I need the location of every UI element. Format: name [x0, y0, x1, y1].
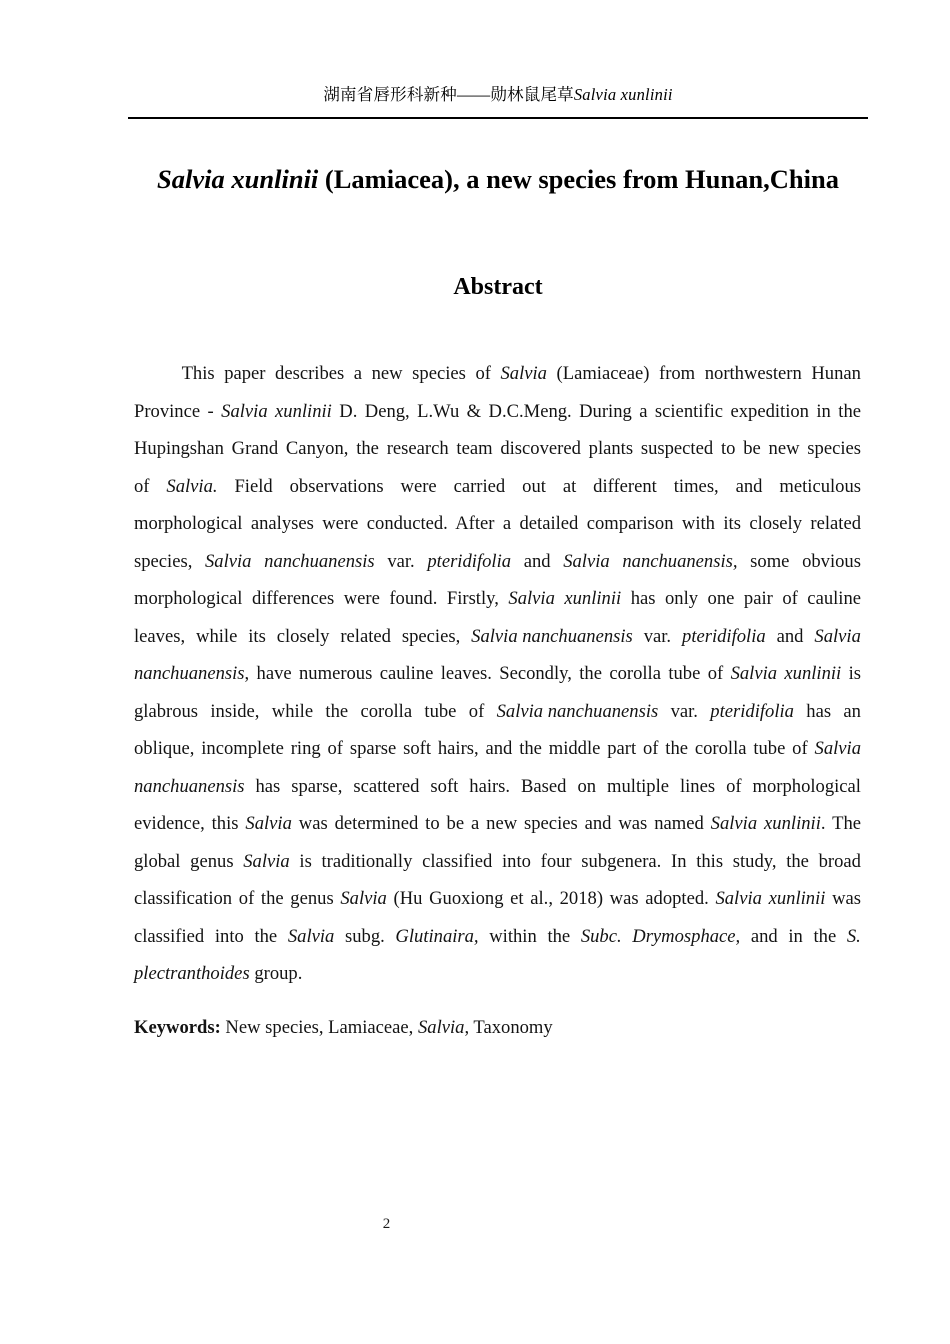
- abstract-token: Field: [234, 475, 273, 497]
- abstract-token: carried: [453, 475, 506, 497]
- abstract-token: sparse,: [291, 775, 343, 797]
- abstract-line: [134, 918, 861, 956]
- abstract-token: Hupingshan Grand Canyon, the research team discovered plants suspected to be new species: [134, 438, 861, 459]
- abstract-token: Salvia: [205, 550, 252, 572]
- running-header-species-name: Salvia xunlinii: [573, 85, 673, 104]
- abstract-token: the: [786, 850, 809, 872]
- abstract-line: [134, 505, 861, 543]
- abstract-token: of: [726, 775, 742, 797]
- keywords-line: [134, 1013, 861, 1043]
- abstract-token: traditionally: [321, 850, 413, 872]
- abstract-token: four: [540, 850, 572, 872]
- running-header-cjk-text: 湖南省唇形科新种——勋林鼠尾草: [323, 85, 574, 104]
- abstract-token: morphological differences were found. Firstly,: [134, 588, 509, 609]
- abstract-token: at: [562, 475, 577, 497]
- abstract-token: Province -: [134, 400, 222, 422]
- abstract-line-last: [134, 955, 861, 993]
- abstract-token: and: [523, 550, 551, 572]
- abstract-token: morphological: [752, 775, 861, 797]
- abstract-line: [134, 543, 861, 581]
- abstract-token: . The: [820, 813, 862, 834]
- keywords-italic-term: Salvia: [417, 1017, 465, 1038]
- abstract-token: has only one pair of cauline: [621, 588, 861, 609]
- abstract-token: Salvia nanchuanensis: [471, 625, 633, 647]
- abstract-token: broad: [818, 850, 861, 872]
- abstract-token: (Hu Guoxiong et al., 2018) was adopted.: [386, 888, 716, 909]
- abstract-token: inside,: [210, 700, 260, 722]
- abstract-token: while: [271, 700, 314, 722]
- abstract-token: Salvia: [243, 850, 290, 872]
- abstract-token: related: [340, 625, 391, 647]
- abstract-heading: Abstract: [453, 273, 543, 300]
- abstract-token: subg.: [344, 925, 385, 947]
- abstract-line: [134, 805, 861, 843]
- abstract-token: lines: [679, 775, 716, 797]
- abstract-token: S.: [846, 925, 861, 947]
- abstract-token: has: [806, 700, 832, 722]
- abstract-token: global: [134, 850, 181, 872]
- abstract-token: in: [788, 925, 803, 947]
- abstract-token: Salvia: [814, 738, 861, 759]
- abstract-token: group.: [249, 963, 303, 984]
- abstract-token: the: [813, 925, 837, 947]
- abstract-token: of: [475, 363, 491, 384]
- abstract-token: corolla: [360, 700, 413, 722]
- page-title: [128, 160, 868, 198]
- abstract-token: pteridifolia: [710, 700, 794, 722]
- abstract-token: the: [547, 925, 571, 947]
- abstract-token: times,: [673, 475, 719, 497]
- abstract-token: new: [371, 363, 403, 384]
- abstract-token: into: [502, 850, 531, 872]
- abstract-token: classified: [422, 850, 493, 872]
- abstract-line: [134, 355, 861, 393]
- abstract-token: species,: [401, 625, 461, 647]
- abstract-token: a: [353, 363, 363, 384]
- abstract-token: was: [825, 888, 861, 909]
- abstract-line: [134, 693, 861, 731]
- abstract-token: glabrous: [134, 700, 199, 722]
- abstract-token: Salvia: [340, 888, 387, 909]
- abstract-token: is: [299, 850, 312, 872]
- abstract-token: Salvia xunlinii: [710, 813, 821, 834]
- abstract-token: multiple: [607, 775, 669, 797]
- abstract-token: In: [671, 850, 687, 872]
- abstract-token: some: [750, 550, 790, 572]
- abstract-token: subgenera.: [581, 850, 662, 872]
- abstract-token: pteridifolia: [427, 550, 512, 572]
- abstract-token: were: [400, 475, 437, 497]
- abstract-line: [134, 393, 861, 431]
- abstract-token: Based: [521, 775, 567, 797]
- abstract-token: is: [841, 663, 861, 684]
- abstract-token: paper: [224, 363, 266, 384]
- abstract-token: while: [196, 625, 238, 647]
- abstract-token: This: [181, 363, 215, 384]
- abstract-token: Salvia: [287, 925, 335, 947]
- abstract-token: Salvia nanchuanensis: [496, 700, 659, 722]
- abstract-line: [134, 468, 861, 506]
- abstract-token: from: [659, 363, 696, 384]
- abstract-token: leaves,: [134, 625, 186, 647]
- keywords-label: Keywords:: [134, 1017, 221, 1038]
- abstract-token: var.: [387, 550, 415, 572]
- abstract-token: study,: [732, 850, 777, 872]
- abstract-token: scattered: [353, 775, 420, 797]
- abstract-token: describes: [275, 363, 345, 384]
- abstract-token: its: [248, 625, 266, 647]
- abstract-token: the: [254, 925, 278, 947]
- abstract-line: [134, 430, 861, 468]
- keywords-after-italic: , Taxonomy: [464, 1017, 553, 1038]
- abstract-token: Salvia xunlinii: [221, 400, 332, 422]
- abstract-token: plectranthoides: [134, 963, 250, 984]
- abstract-token: and: [750, 925, 778, 947]
- abstract-token: closely: [276, 625, 330, 647]
- abstract-token: this: [696, 850, 724, 872]
- abstract-token: Salvia: [500, 363, 547, 384]
- abstract-token: on: [577, 775, 597, 797]
- abstract-token: into: [214, 925, 244, 947]
- abstract-token: nanchuanensis: [134, 775, 245, 797]
- abstract-token: Salvia: [814, 625, 861, 647]
- abstract-token: Subc.: [580, 925, 622, 947]
- abstract-token: of: [134, 475, 150, 497]
- abstract-token: Salvia xunlinii: [508, 588, 622, 609]
- abstract-line: [134, 618, 861, 656]
- abstract-token: species: [412, 363, 466, 384]
- abstract-token: an: [843, 700, 861, 722]
- abstract-token: was determined to be a new species and was named: [291, 813, 711, 834]
- title-remainder: (Lamiacea), a new species from Hunan,China: [318, 163, 839, 194]
- abstract-token: genus: [190, 850, 234, 872]
- abstract-token: obvious: [802, 550, 861, 572]
- abstract-token: var.: [643, 625, 672, 647]
- abstract-token: classified: [134, 925, 205, 947]
- abstract-line: [134, 580, 861, 618]
- abstract-token: Salvia xunlinii: [730, 663, 842, 684]
- abstract-token: the: [325, 700, 349, 722]
- abstract-token: species,: [134, 550, 193, 572]
- abstract-token: Drymosphace,: [632, 925, 741, 947]
- abstract-token: morphological analyses were conducted. After a detailed comparison with its closely related: [134, 513, 861, 534]
- paragraph-indent: [134, 355, 172, 393]
- abstract-line: [134, 880, 861, 918]
- abstract-token: nanchuanensis: [264, 550, 375, 572]
- abstract-token: and: [735, 475, 763, 497]
- abstract-token: northwestern: [704, 363, 802, 384]
- abstract-token: observations: [289, 475, 384, 497]
- abstract-token: Glutinaira,: [395, 925, 479, 947]
- abstract-token: Salvia: [563, 550, 610, 572]
- abstract-token: pteridifolia: [682, 625, 766, 647]
- abstract-token: and: [776, 625, 804, 647]
- abstract-token: var.: [670, 700, 698, 722]
- abstract-token: Salvia.: [166, 475, 218, 497]
- header-divider-rule: [128, 117, 868, 119]
- abstract-token: hairs.: [469, 775, 511, 797]
- abstract-token: D. Deng, L.Wu & D.C.Meng. During a scientific expedition in the: [331, 400, 861, 422]
- abstract-token: has: [255, 775, 281, 797]
- abstract-token: meticulous: [779, 475, 861, 497]
- running-header: [128, 84, 868, 106]
- abstract-line: [134, 768, 861, 806]
- abstract-token: evidence, this: [134, 813, 246, 834]
- abstract-token: nanchuanensis,: [622, 550, 738, 572]
- abstract-token: soft: [430, 775, 459, 797]
- abstract-body: [134, 355, 861, 993]
- page-number: 2: [382, 1216, 391, 1232]
- keywords-before-italic: New species, Lamiaceae,: [220, 1017, 418, 1038]
- abstract-token: out: [522, 475, 546, 497]
- abstract-token: different: [593, 475, 657, 497]
- abstract-token: within: [489, 925, 537, 947]
- title-species-italic: Salvia xunlinii: [157, 163, 319, 194]
- abstract-line: [134, 655, 861, 693]
- abstract-token: nanchuanensis: [134, 663, 245, 684]
- abstract-token: oblique, incomplete ring of sparse soft hairs, and the middle part of the corolla tube of: [134, 738, 815, 759]
- abstract-token: , have numerous cauline leaves. Secondly, the corolla tube of: [244, 663, 731, 684]
- abstract-token: classification of the genus: [134, 888, 341, 909]
- abstract-line: [134, 843, 861, 881]
- abstract-token: Hunan: [811, 363, 861, 384]
- abstract-token: Salvia xunlinii: [715, 888, 826, 909]
- abstract-line: [134, 730, 861, 768]
- abstract-token: of: [468, 700, 485, 722]
- abstract-token: tube: [424, 700, 457, 722]
- abstract-token: Salvia: [245, 813, 292, 834]
- abstract-token: (Lamiaceae): [556, 363, 650, 384]
